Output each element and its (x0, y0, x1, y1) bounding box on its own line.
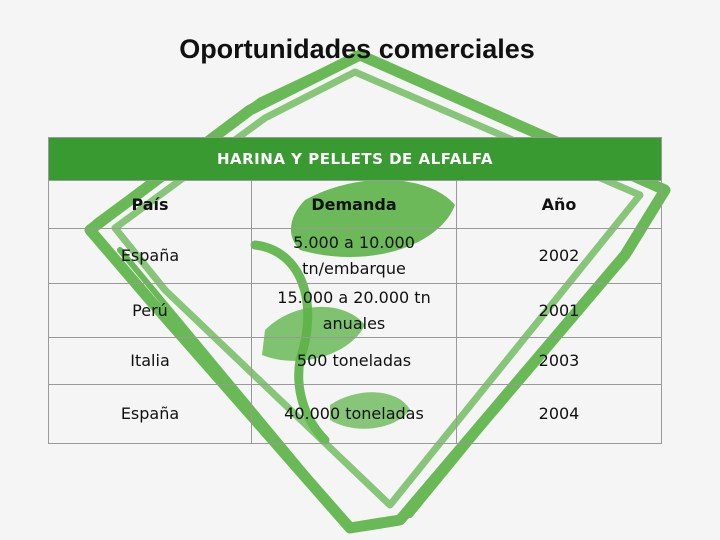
table-row (49, 338, 662, 385)
cell-anio: 2002 (457, 229, 662, 284)
column-header-demanda: Demanda (252, 181, 457, 229)
cell-anio: 2003 (457, 338, 662, 385)
table-row (49, 385, 662, 444)
cell-demanda: 500 toneladas (252, 338, 457, 385)
column-header-anio: Año (457, 181, 662, 229)
cell-demanda: 15.000 a 20.000 tn anuales (252, 284, 457, 338)
column-header-pais: País (49, 181, 252, 229)
cell-pais: España (49, 385, 252, 444)
cell-demanda: 40.000 toneladas (252, 385, 457, 444)
table-row (49, 284, 662, 338)
cell-pais: España (49, 229, 252, 284)
alfalfa-opportunities-table (48, 137, 662, 444)
cell-pais: Italia (49, 338, 252, 385)
column-header-row (49, 181, 662, 229)
cell-anio: 2001 (457, 284, 662, 338)
cell-anio: 2004 (457, 385, 662, 444)
table-caption-row (49, 138, 662, 181)
table-row (49, 229, 662, 284)
cell-demanda: 5.000 a 10.000 tn/embarque (252, 229, 457, 284)
table-caption: HARINA Y PELLETS DE ALFALFA (49, 138, 662, 181)
page-title: Oportunidades comerciales (179, 34, 535, 64)
cell-pais: Perú (49, 284, 252, 338)
